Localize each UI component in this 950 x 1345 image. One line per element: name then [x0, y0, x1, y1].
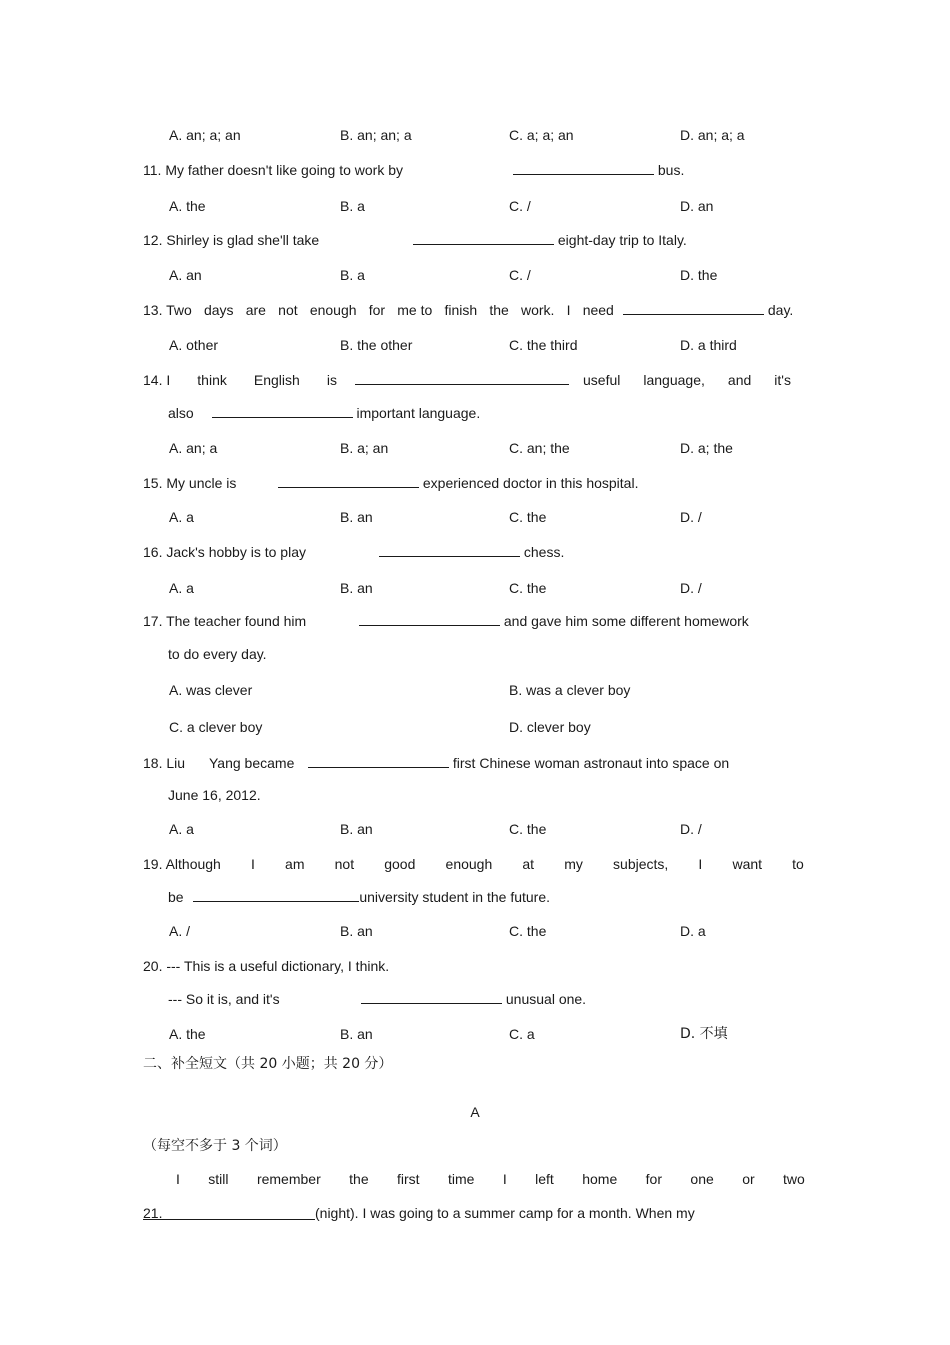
q13-option-d: D. a third	[680, 337, 737, 353]
q14-stem-end	[583, 371, 791, 389]
passage-line-2	[143, 1204, 695, 1222]
q13-word: are	[245, 302, 266, 318]
passage-word: the	[349, 1171, 369, 1187]
q19-word: enough	[445, 856, 493, 872]
q17-line-2: to do every day.	[168, 646, 267, 662]
q17-option-b: B. was a clever boy	[509, 682, 631, 698]
q12-option-d: D. the	[680, 267, 718, 283]
passage-word: one	[690, 1171, 714, 1187]
q19-word: to	[792, 856, 804, 872]
q16-stem-end	[379, 543, 564, 561]
q15-stem-tail: experienced doctor in this hospital.	[422, 475, 639, 491]
q10-option-b: B. an; an; a	[340, 127, 412, 143]
q19-blank[interactable]	[193, 888, 359, 902]
q19-word: 19. Although	[143, 856, 221, 872]
q14-line2-start: also	[168, 405, 194, 421]
passage-word: I	[176, 1171, 180, 1187]
q13-blank[interactable]	[623, 301, 764, 315]
q16-option-d: D. /	[680, 580, 702, 596]
q12-option-c: C. /	[509, 267, 531, 283]
q16-option-b: B. an	[340, 580, 373, 596]
q17-option-c: C. a clever boy	[169, 719, 263, 735]
q12-blank[interactable]	[413, 231, 554, 245]
q14-word: and	[727, 372, 752, 388]
passage-line2-tail: (night). I was going to a summer camp for a month. When my	[315, 1205, 695, 1221]
q19-word: at	[522, 856, 535, 872]
q18-stem-mid: Yang became	[209, 755, 295, 771]
q15-option-c: C. the	[509, 509, 547, 525]
q13-word: finish	[444, 302, 478, 318]
q19-option-d: D. a	[680, 923, 706, 939]
section-2-heading: 二、补全短文（共 20 小题；共 20 分）	[143, 1056, 393, 1072]
q14-word: 14. I	[143, 372, 171, 388]
q14-word: is	[326, 372, 337, 388]
q19-word: not	[334, 856, 355, 872]
q17-option-d: D. clever boy	[509, 719, 591, 735]
q18-stem-tail: first Chinese woman astronaut into space on	[452, 755, 730, 771]
q11-option-a: A. the	[169, 198, 206, 214]
blank-21-number: 21.	[143, 1205, 163, 1221]
q17-option-a: A. was clever	[169, 682, 253, 698]
q19-word: my	[564, 856, 583, 872]
q15-option-d: D. /	[680, 509, 702, 525]
q20-line-2-end	[361, 990, 586, 1008]
q13-word: work.	[520, 302, 555, 318]
q17-blank[interactable]	[359, 612, 500, 626]
q18-option-c: C. the	[509, 821, 547, 837]
q20-blank[interactable]	[361, 990, 502, 1004]
q13-word: for	[368, 302, 386, 318]
q14-option-c: C. an; the	[509, 440, 570, 456]
q11-stem-start: 11. My father doesn't like going to work by	[143, 162, 403, 178]
q11-option-c: C. /	[509, 198, 531, 214]
q19-line-2	[168, 888, 550, 906]
q12-stem-tail: eight-day trip to Italy.	[557, 232, 687, 248]
q18-option-d: D. /	[680, 821, 702, 837]
q12-option-a: A. an	[169, 267, 202, 283]
q18-option-b: B. an	[340, 821, 373, 837]
q18-line-2: June 16, 2012.	[168, 787, 261, 803]
q13-word: me to	[397, 302, 433, 318]
blank-21[interactable]	[143, 1204, 315, 1220]
q20-line-2-start: --- So it is, and it's	[168, 991, 280, 1007]
q19-word: want	[732, 856, 763, 872]
q11-stem-tail: bus.	[657, 162, 685, 178]
q15-option-b: B. an	[340, 509, 373, 525]
q14-option-b: B. a; an	[340, 440, 389, 456]
q19-word: good	[384, 856, 416, 872]
q13-word: I	[566, 302, 571, 318]
q14-blank-1[interactable]	[355, 371, 569, 385]
q19-option-b: B. an	[340, 923, 373, 939]
q14-blank-2[interactable]	[212, 404, 353, 418]
q10-option-c: C. a; a; an	[509, 127, 574, 143]
q15-blank[interactable]	[278, 474, 419, 488]
passage-note: （每空不多于 3 个词）	[143, 1138, 287, 1154]
q19-line2-start: be	[168, 889, 184, 905]
q14-blank-1-wrap	[355, 371, 569, 389]
q18-stem-end	[308, 754, 729, 772]
passage-label: A	[470, 1104, 480, 1120]
q13-word: the	[489, 302, 509, 318]
q17-stem-start: 17. The teacher found him	[143, 613, 307, 629]
q13-word: need	[582, 302, 614, 318]
passage-word: I	[502, 1171, 507, 1187]
q18-stem-start: 18. Liu	[143, 755, 186, 771]
q20-option-b: B. an	[340, 1026, 373, 1042]
q12-option-b: B. a	[340, 267, 365, 283]
q14-option-d: D. a; the	[680, 440, 733, 456]
passage-word: or	[742, 1171, 755, 1187]
q13-stem-end	[623, 301, 793, 319]
q13-word: days	[203, 302, 234, 318]
q14-word: think	[197, 372, 227, 388]
q15-stem-start: 15. My uncle is	[143, 475, 237, 491]
q16-option-c: C. the	[509, 580, 547, 596]
q13-option-c: C. the third	[509, 337, 578, 353]
q14-word: language,	[643, 372, 705, 388]
q13-word: 13. Two	[143, 302, 192, 318]
q17-stem-tail: and gave him some different homework	[503, 613, 749, 629]
q16-option-a: A. a	[169, 580, 194, 596]
passage-word: remember	[256, 1171, 321, 1187]
q14-line-2	[168, 404, 480, 422]
q19-word: subjects,	[613, 856, 669, 872]
q13-option-b: B. the other	[340, 337, 413, 353]
q16-blank[interactable]	[379, 543, 520, 557]
q12-stem-start: 12. Shirley is glad she'll take	[143, 232, 320, 248]
q14-stem-start	[143, 371, 337, 389]
q13-stem-tail: day.	[767, 302, 794, 318]
q13-word: not	[278, 302, 298, 318]
q20-line-1: 20. --- This is a useful dictionary, I think.	[143, 958, 390, 974]
q14-option-a: A. an; a	[169, 440, 218, 456]
q15-stem-end	[278, 474, 638, 492]
q18-blank[interactable]	[308, 754, 449, 768]
q14-word: useful	[583, 372, 621, 388]
q13-word: enough	[309, 302, 357, 318]
q17-stem-end	[359, 612, 749, 630]
q19-word: I	[251, 856, 255, 872]
passage-word: first	[397, 1171, 420, 1187]
q15-option-a: A. a	[169, 509, 194, 525]
passage-word: time	[447, 1171, 475, 1187]
q20-option-a: A. the	[169, 1026, 206, 1042]
passage-word: two	[783, 1171, 805, 1187]
q11-blank[interactable]	[513, 161, 654, 175]
q19-option-a: A. /	[169, 923, 191, 939]
q19-option-c: C. the	[509, 923, 547, 939]
passage-word: left	[535, 1171, 554, 1187]
q16-stem-start: 16. Jack's hobby is to play	[143, 544, 306, 560]
passage-word: for	[645, 1171, 663, 1187]
q13-stem	[143, 301, 614, 319]
passage-word: home	[582, 1171, 618, 1187]
q19-line2-tail: university student in the future.	[359, 889, 551, 905]
q19-word: I	[698, 856, 703, 872]
q16-stem-tail: chess.	[523, 544, 565, 560]
q11-stem-end	[513, 161, 684, 179]
q19-word: am	[285, 856, 305, 872]
q14-line2-tail: important language.	[356, 405, 481, 421]
q10-option-a: A. an; a; an	[169, 127, 241, 143]
q10-option-d: D. an; a; a	[680, 127, 745, 143]
q20-option-d: D. 不填	[680, 1026, 728, 1042]
q14-word: English	[253, 372, 300, 388]
q11-option-b: B. a	[340, 198, 365, 214]
q20-stem-tail: unusual one.	[505, 991, 587, 1007]
passage-line-1	[176, 1170, 805, 1188]
q13-option-a: A. other	[169, 337, 219, 353]
q14-word: it's	[774, 372, 791, 388]
q11-option-d: D. an	[680, 198, 714, 214]
q12-stem-end	[413, 231, 687, 249]
q19-stem	[143, 855, 804, 873]
passage-word: still	[208, 1171, 229, 1187]
q18-option-a: A. a	[169, 821, 194, 837]
q20-option-c: C. a	[509, 1026, 535, 1042]
